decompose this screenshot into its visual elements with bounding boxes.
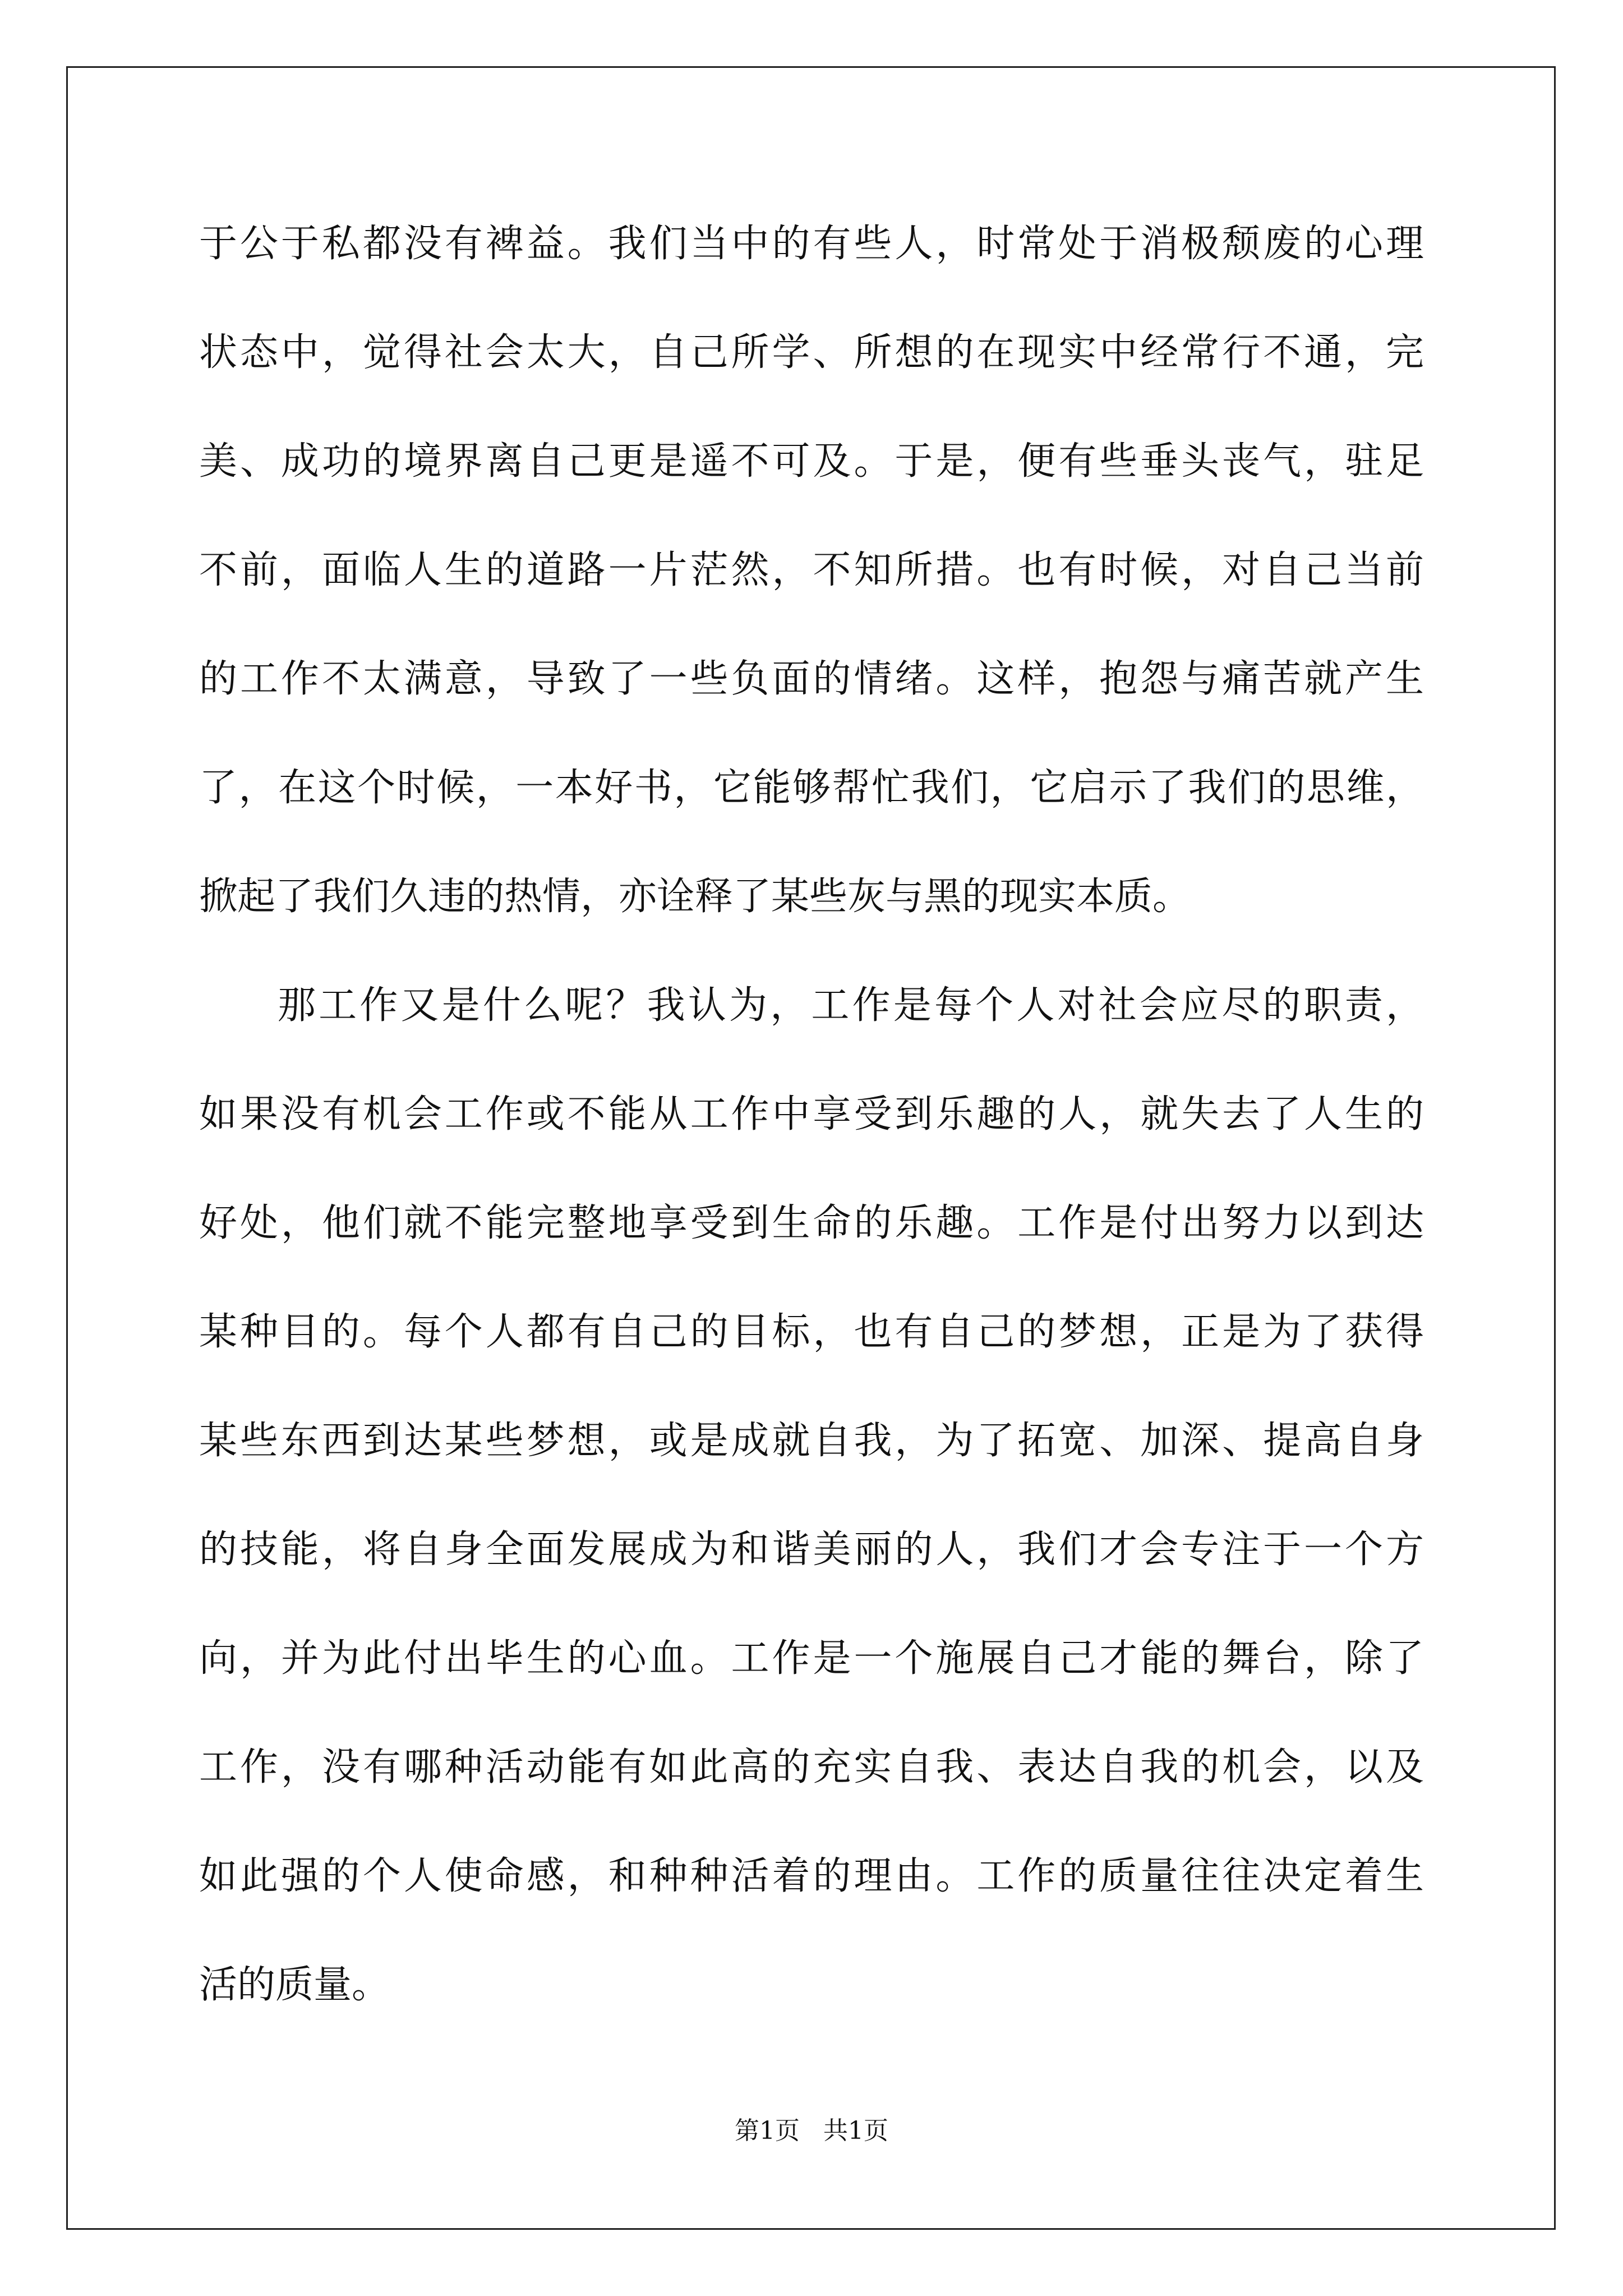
paragraph-1-line-5: 的工作不太满意，导致了一些负面的情绪。这样，抱怨与痛苦就产生 [199,657,1424,701]
paragraph-1-line-6: 了，在这个时候，一本好书，它能够帮忙我们，它启示了我们的思维， [199,766,1424,810]
paragraph-2-line-1: 那工作又是什么呢？我认为，工作是每个人对社会应尽的职责， [278,983,1424,1028]
paragraph-2-line-8: 工作，没有哪种活动能有如此高的充实自我、表达自我的机会，以及 [199,1745,1424,1789]
paragraph-1-line-7: 掀起了我们久违的热情，亦诠释了某些灰与黑的现实本质。 [199,875,1191,919]
paragraph-1-line-2: 状态中，觉得社会太大，自己所学、所想的在现实中经常行不通，完 [199,330,1424,375]
document-body [199,213,1424,2063]
paragraph-2-line-9: 如此强的个人使命感，和种种活着的理由。工作的质量往往决定着生 [199,1854,1424,1898]
paragraph-2-line-6: 的技能，将自身全面发展成为和谐美丽的人，我们才会专注于一个方 [199,1527,1424,1572]
paragraph-1-line-4: 不前，面临人生的道路一片茫然，不知所措。也有时候，对自己当前 [199,548,1424,592]
paragraph-2-line-4: 某种目的。每个人都有自己的目标，也有自己的梦想，正是为了获得 [199,1310,1424,1354]
paragraph-2-line-10: 活的质量。 [199,1963,390,2007]
paragraph-2-line-3: 好处，他们就不能完整地享受到生命的乐趣。工作是付出努力以到达 [199,1201,1424,1245]
paragraph-2-line-2: 如果没有机会工作或不能从工作中享受到乐趣的人，就失去了人生的 [199,1092,1424,1137]
page-number-footer: 第1页 共1页 [735,2116,888,2145]
paragraph-1-line-1: 于公于私都没有裨益。我们当中的有些人，时常处于消极颓废的心理 [199,222,1424,266]
paragraph-1-line-3: 美、成功的境界离自己更是遥不可及。于是，便有些垂头丧气，驻足 [199,439,1424,484]
paragraph-2-line-5: 某些东西到达某些梦想，或是成就自我，为了拓宽、加深、提高自身 [199,1419,1424,1463]
paragraph-2-line-7: 向，并为此付出毕生的心血。工作是一个施展自己才能的舞台，除了 [199,1636,1424,1681]
